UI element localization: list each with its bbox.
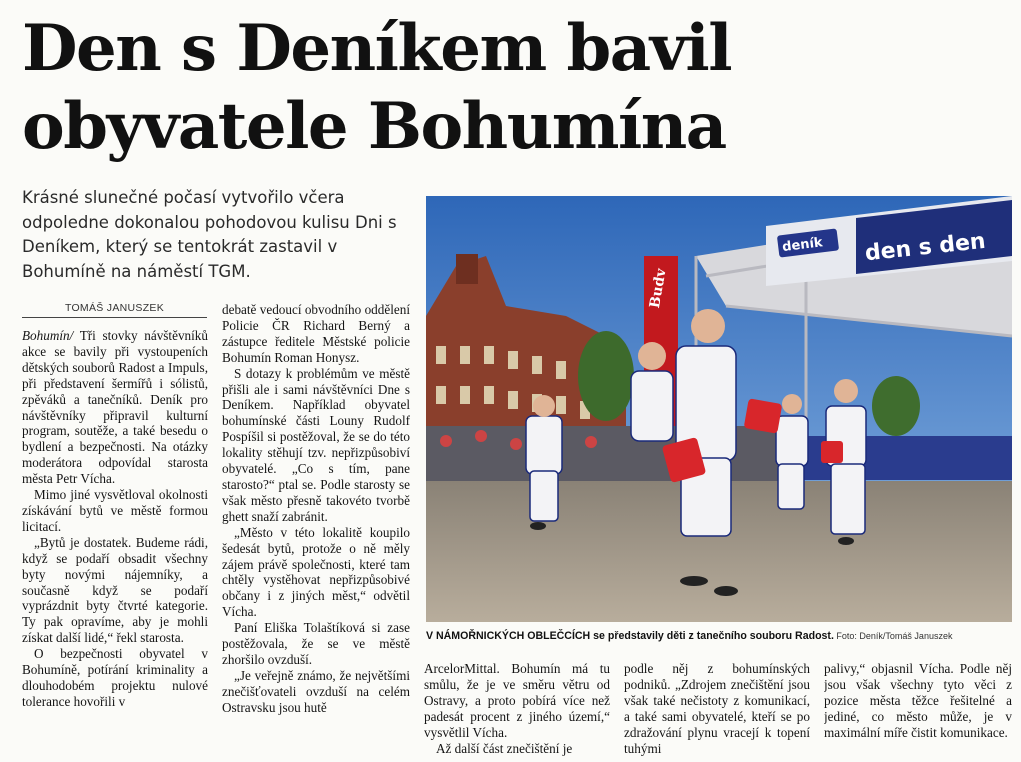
article-paragraph: podle něj z bohumínských podniků. „Zdrojem znečištění jsou však také nečistoty z komunikací, a také sami obyvatelé, kteří se po zdražování plynu vracejí k topení tuhými — [624, 661, 810, 756]
article-column-2 — [222, 302, 410, 758]
article-paragraph: „Je veřejně známo, že největšími znečišťovateli ovzduší na celém Ostravsku jsou hutě — [222, 667, 410, 715]
stage-banner-brand: deník — [781, 235, 824, 256]
article-column-4 — [624, 661, 810, 759]
article-paragraph: Bohumín/ Tři stovky návštěvníků akce se bavily při vystoupeních dětských souborů Radost a Impuls, při představení šermířů i sólistů, zpěváků a tanečníků. Deník pro návštěvníky připravil kulturní program, soutěže, a také besedu o bydlení a bezpečnosti. Na otázky moderátora odpovídal starosta města Petr Vícha. — [22, 328, 208, 487]
caption-bold: V NÁMOŘNICKÝCH OBLEČCÍCH — [426, 630, 591, 642]
headline-line-2: obyvatele Bohumína — [22, 89, 726, 164]
caption-text: se představily děti z tanečního souboru Radost. — [590, 630, 834, 642]
lead-paragraph: Krásné slunečné počasí vytvořilo včera odpoledne dokonalou pohodovou kulisu Dni s Deníkem, který se tentokrát zastavil v Bohumíně na náměstí TGM. — [22, 188, 397, 281]
article-paragraph: debatě vedoucí obvodního oddělení Policie ČR Richard Berný a zástupce ředitele Městské policie Bohumín Roman Honysz. — [222, 302, 410, 365]
article-paragraph: Mimo jiné vysvětloval okolnosti získávání bytů ve městě formou licitací. — [22, 487, 208, 534]
stage-banner-text: den s den — [863, 228, 987, 267]
article-column-5 — [824, 661, 1012, 759]
article-paragraph: ArcelorMittal. Bohumín má tu smůlu, že je ve směru větru od Ostravy, a proto pobírá více než padesát procent z jiného území,“ vysvětlil Vícha. — [424, 661, 610, 740]
article-paragraph: „Město v této lokalitě koupilo šedesát bytů, protože o ně měly zájem právě společnosti, které tam chtěly vystěhovat nepřizpůsobivé občany i z jiných měst,“ odvětil Vícha. — [222, 524, 410, 620]
dancing-children-photo — [426, 196, 1012, 622]
headline-line-1: Den s Deníkem bavil — [22, 11, 731, 86]
headline — [22, 10, 822, 166]
author-byline: TOMÁŠ JANUSZEK — [22, 302, 207, 318]
article-column-3 — [424, 661, 610, 759]
article-paragraph: Paní Eliška Tolaštíková si zase postěžovala, že se ve městě zhoršilo ovzduší. — [222, 620, 410, 667]
red-banner-text: Budv — [646, 267, 670, 310]
article-paragraph: „Bytů je dostatek. Budeme rádi, když se podaří obsadit všechny byty novými nájemníky, a současně když se podaří vyprázdnit byty čtvrté kategorie. Ty pak opravíme, aby je mohli získat další lidé,“ řekl starosta. — [22, 534, 208, 646]
article-paragraph: S dotazy k problémům ve městě přišli ale i sami návštěvníci Dne s Deníkem. Například obyvatel bohumínské části Louny Rudolf Pospíšil si postěžoval, že se do této lokality stěhují tzv. nepřizpůsobiví obyvatelé. „Co s tím, pane starosto?“ ptal se. Podle starosty se však město přesně takovéto tvorbě ghett snaží zabránit. — [222, 365, 410, 524]
article-paragraph: Až další část znečištění je — [436, 740, 573, 756]
photo-caption — [426, 629, 1012, 643]
article-column-1 — [22, 328, 208, 758]
event-photo — [426, 196, 1012, 622]
dateline: Bohumín/ — [22, 328, 74, 343]
article-paragraph: palivy,“ objasnil Vícha. Podle něj jsou však všechny tyto věci z pozice města těžce řešitelné a jediné, co město může, je v maximální míře čistit komunikace. — [824, 661, 1012, 740]
photo-credit: Foto: Deník/Tomáš Januszek — [833, 631, 953, 641]
article-paragraph: O bezpečnosti obyvatel v Bohumíně, potírání kriminality a dlouhodobém projektu nulové tolerance hovořili v — [22, 646, 208, 709]
